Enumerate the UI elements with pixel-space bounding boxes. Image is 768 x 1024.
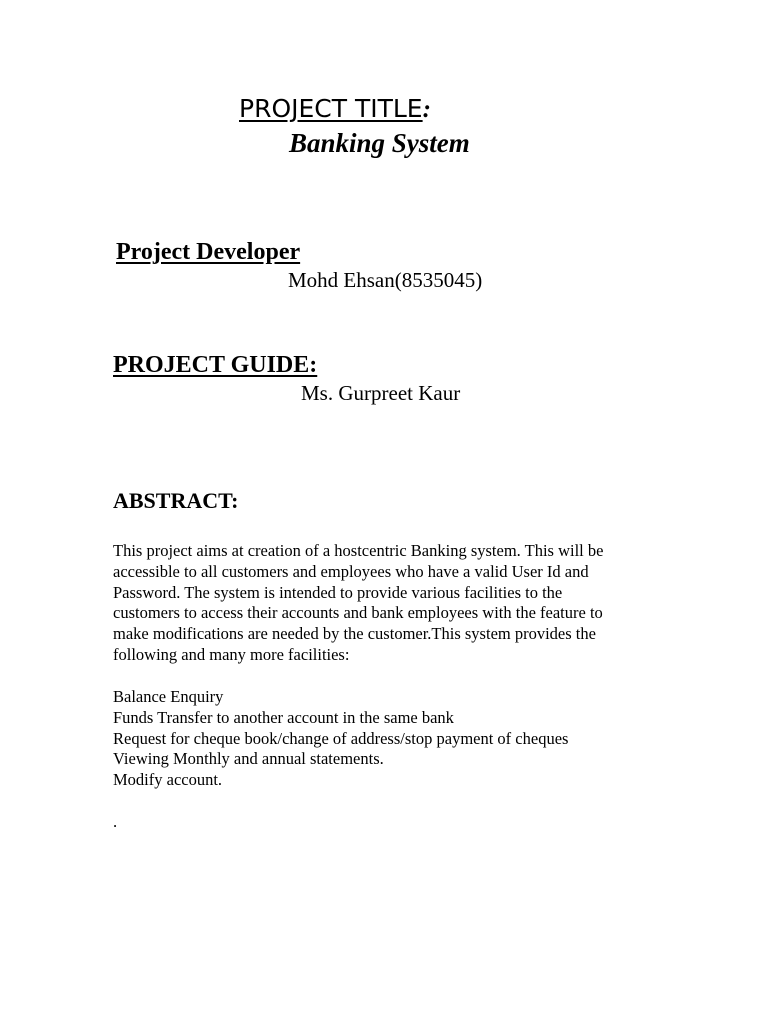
abstract-line: accessible to all customers and employees who have a valid User Id and [113,561,589,581]
project-title-label [239,93,431,126]
feature-list [113,687,568,791]
developer-name: Mohd Ehsan(8535045) [288,268,483,292]
trailing-period: . [113,812,118,831]
abstract-line: make modifications are needed by the customer.This system provides the [113,624,596,644]
feature-item: Modify account. [113,770,223,790]
developer-heading: Project Developer [116,239,301,265]
abstract-paragraph [113,541,653,666]
feature-item: Request for cheque book/change of address/stop payment of cheques [113,728,569,748]
abstract-line: This project aims at creation of a hostcentric Banking system. This will be [113,541,604,560]
abstract-line: following and many more facilities: [113,644,350,664]
project-title-colon: : [422,96,431,123]
guide-heading: PROJECT GUIDE: [113,352,318,378]
project-title-text: PROJECT TITLE [239,94,423,123]
project-name: Banking System [289,128,470,158]
abstract-heading: ABSTRACT: [113,488,239,513]
abstract-line: Password. The system is intended to provide various facilities to the [113,582,563,602]
abstract-line: customers to access their accounts and bank employees with the feature to [113,603,603,623]
feature-item: Balance Enquiry [113,687,224,706]
feature-item: Viewing Monthly and annual statements. [113,749,384,769]
feature-item: Funds Transfer to another account in the same bank [113,707,454,727]
guide-name: Ms. Gurpreet Kaur [301,381,461,405]
